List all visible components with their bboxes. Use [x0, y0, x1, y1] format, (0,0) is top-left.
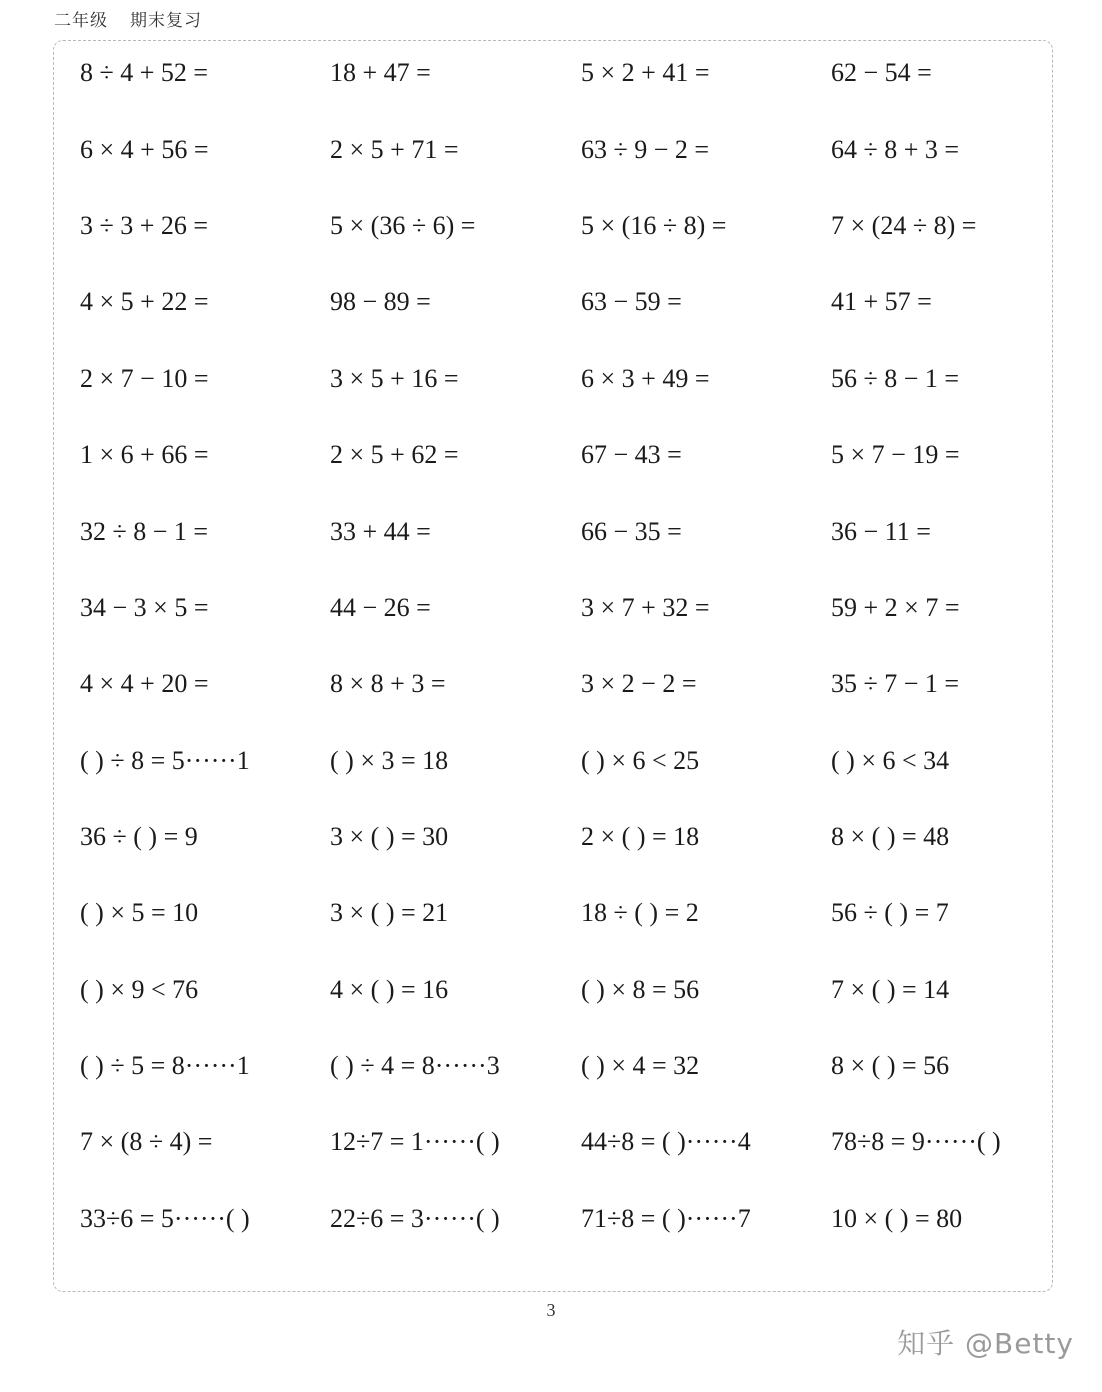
exercise-problem: 56 ÷ ( ) = 7	[831, 898, 949, 927]
exercise-problem: 41 + 57 =	[831, 287, 932, 316]
exercise-problem: 7 × (8 ÷ 4) =	[80, 1127, 213, 1156]
exercise-problem: 8 × ( ) = 48	[831, 822, 950, 851]
exercise-problem: 63 ÷ 9 − 2 =	[581, 135, 710, 164]
exercise-problem: 5 × (36 ÷ 6) =	[330, 211, 476, 240]
exercise-problem: 36 ÷ ( ) = 9	[80, 822, 198, 851]
exercise-problem: 32 ÷ 8 − 1 =	[80, 517, 209, 546]
header-grade: 二年级	[54, 11, 108, 31]
exercise-problem: ( ) × 6 < 34	[831, 746, 950, 775]
exercise-row	[80, 817, 1080, 857]
exercise-row	[80, 1046, 1080, 1086]
exercise-problem: 3 ÷ 3 + 26 =	[80, 211, 209, 240]
exercise-problem: 44 − 26 =	[330, 593, 431, 622]
exercise-problem: ( ) × 6 < 25	[581, 746, 700, 775]
exercise-problem: 33 + 44 =	[330, 517, 431, 546]
exercise-row	[80, 588, 1080, 628]
exercise-problem: 3 × 2 − 2 =	[581, 669, 697, 698]
exercise-problem: 8 × 8 + 3 =	[330, 669, 446, 698]
exercise-problem: 7 × ( ) = 14	[831, 975, 950, 1004]
exercise-problem: 3 × 7 + 32 =	[581, 593, 710, 622]
exercise-problem: 66 − 35 =	[581, 517, 682, 546]
exercise-problem: 62 − 54 =	[831, 58, 932, 87]
exercise-row	[80, 435, 1080, 475]
exercise-problem: 36 − 11 =	[831, 517, 931, 546]
exercise-problem: 4 × 5 + 22 =	[80, 287, 209, 316]
exercise-problem: 22÷6 = 3······( )	[330, 1204, 500, 1233]
exercise-problem: 98 − 89 =	[330, 287, 431, 316]
header-subject: 期末复习	[130, 11, 202, 31]
exercise-row	[80, 512, 1080, 552]
exercise-problem: 2 × ( ) = 18	[581, 822, 700, 851]
exercise-problem: 6 × 3 + 49 =	[581, 364, 710, 393]
exercise-problem: 44÷8 = ( )······4	[581, 1127, 751, 1156]
exercise-row	[80, 664, 1080, 704]
exercise-row	[80, 1199, 1080, 1239]
exercise-problem: 1 × 6 + 66 =	[80, 440, 209, 469]
exercise-problem: 63 − 59 =	[581, 287, 682, 316]
exercise-problem: 2 × 7 − 10 =	[80, 364, 209, 393]
exercise-problem: 33÷6 = 5······( )	[80, 1204, 250, 1233]
exercise-problem: 6 × 4 + 56 =	[80, 135, 209, 164]
exercise-problem: 8 × ( ) = 56	[831, 1051, 950, 1080]
exercise-problem: 12÷7 = 1······( )	[330, 1127, 500, 1156]
exercise-problem: 10 × ( ) = 80	[831, 1204, 963, 1233]
exercise-row	[80, 282, 1080, 322]
exercise-problem: ( ) ÷ 5 = 8······1	[80, 1051, 250, 1080]
watermark: 知乎 @Betty	[897, 1327, 1074, 1360]
exercise-row	[80, 206, 1080, 246]
exercise-problem: ( ) ÷ 4 = 8······3	[330, 1051, 500, 1080]
exercise-problem: 7 × (24 ÷ 8) =	[831, 211, 977, 240]
exercise-problem: 18 ÷ ( ) = 2	[581, 898, 699, 927]
exercise-problem: 2 × 5 + 71 =	[330, 135, 459, 164]
exercise-problem: 35 ÷ 7 − 1 =	[831, 669, 960, 698]
exercise-problem: ( ) × 9 < 76	[80, 975, 199, 1004]
exercise-problem: 67 − 43 =	[581, 440, 682, 469]
exercise-problem: ( ) × 5 = 10	[80, 898, 199, 927]
exercise-row	[80, 53, 1080, 93]
exercise-problem: 4 × ( ) = 16	[330, 975, 449, 1004]
exercise-problem: 2 × 5 + 62 =	[330, 440, 459, 469]
exercise-row	[80, 130, 1080, 170]
exercise-problem: 64 ÷ 8 + 3 =	[831, 135, 960, 164]
exercise-problem: 78÷8 = 9······( )	[831, 1127, 1001, 1156]
page-number: 3	[546, 1300, 556, 1320]
exercise-problem: 5 × (16 ÷ 8) =	[581, 211, 727, 240]
exercise-problem: 8 ÷ 4 + 52 =	[80, 58, 209, 87]
exercise-row	[80, 359, 1080, 399]
exercise-problem: 3 × ( ) = 21	[330, 898, 449, 927]
exercise-problem: ( ) × 4 = 32	[581, 1051, 700, 1080]
exercise-problem: 71÷8 = ( )······7	[581, 1204, 751, 1233]
exercise-row	[80, 741, 1080, 781]
exercise-problem: 5 × 2 + 41 =	[581, 58, 710, 87]
exercise-row	[80, 893, 1080, 933]
exercise-problem: 3 × 5 + 16 =	[330, 364, 459, 393]
exercise-problem: 34 − 3 × 5 =	[80, 593, 209, 622]
exercise-problem: 59 + 2 × 7 =	[831, 593, 960, 622]
exercise-problem: 5 × 7 − 19 =	[831, 440, 960, 469]
exercise-problem: 3 × ( ) = 30	[330, 822, 449, 851]
exercise-problem: 4 × 4 + 20 =	[80, 669, 209, 698]
exercise-row	[80, 970, 1080, 1010]
exercise-problem: ( ) × 3 = 18	[330, 746, 449, 775]
exercise-problem: 56 ÷ 8 − 1 =	[831, 364, 960, 393]
exercise-row	[80, 1122, 1080, 1162]
exercise-problem: ( ) ÷ 8 = 5······1	[80, 746, 250, 775]
exercise-problem: 18 + 47 =	[330, 58, 431, 87]
page-header	[54, 6, 202, 31]
exercise-problem: ( ) × 8 = 56	[581, 975, 700, 1004]
